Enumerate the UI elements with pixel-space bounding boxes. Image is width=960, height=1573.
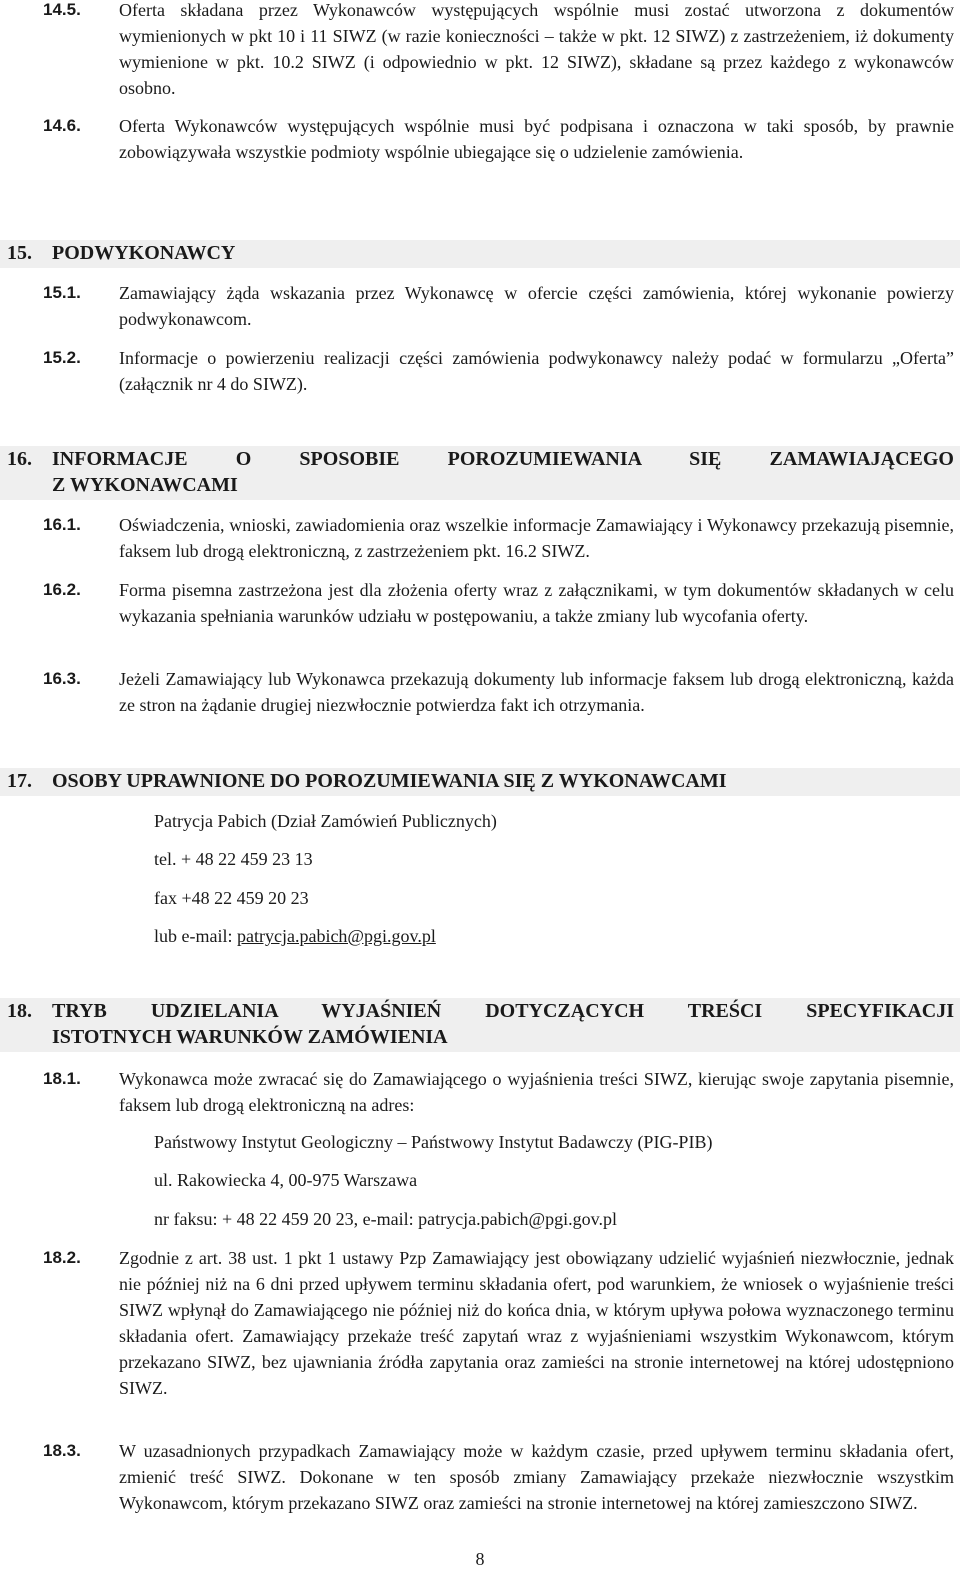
paragraph-number: 16.2. [43, 580, 81, 599]
heading-title-line-2: Z WYKONAWCAMI [52, 474, 238, 496]
paragraph-text: Jeżeli Zamawiający lub Wykonawca przekazują dokumenty lub informacje faksem lub drogą elektroniczną, każda ze stron na żądanie drugiej niezwłocznie potwierdza fakt ich otrzymania. [119, 669, 954, 715]
heading-number: 17. [7, 770, 32, 792]
paragraph-number: 18.3. [43, 1441, 81, 1460]
paragraph-text: Zamawiający żąda wskazania przez Wykonawcę w ofercie części zamówienia, której wykonanie powierzy podwykonawcom. [119, 283, 954, 329]
paragraph-number: 15.1. [43, 283, 81, 302]
paragraph-text: W uzasadnionych przypadkach Zamawiający może w każdym czasie, przed upływem terminu składania ofert, zmienić treść SIWZ. Dokonane w ten sposób zmiany Zamawiający przekaże niezwłocznie wszystkim Wykonawcom, którym przekazano SIWZ oraz zamieści na stronie internetowej na której zamieszczono SIWZ. [119, 1441, 954, 1513]
contact-person-name: Patrycja Pabich (Dział Zamówień Publicznych) [154, 811, 497, 831]
paragraph-text: Oferta Wykonawców występujących wspólnie musi być podpisana i oznaczona w taki sposób, by prawnie zobowiązywała wszystkie podmioty wspólnie ubiegające się o udzielenie zamówienia. [119, 116, 954, 162]
contact-fax: fax +48 22 459 20 23 [154, 888, 309, 908]
contact-email-link[interactable]: patrycja.pabich@pgi.gov.pl [236, 926, 436, 946]
address-fax-email: nr faksu: + 48 22 459 20 23, e-mail: patrycja.pabich@pgi.gov.pl [154, 1209, 617, 1229]
address-street: ul. Rakowiecka 4, 00-975 Warszawa [154, 1170, 418, 1190]
heading-title: PODWYKONAWCY [52, 242, 236, 264]
heading-title-line-2: ISTOTNYCH WARUNKÓW ZAMÓWIENIA [52, 1026, 448, 1048]
paragraph-text: Zgodnie z art. 38 ust. 1 pkt 1 ustawy Pzp Zamawiający jest obowiązany udzielić wyjaśnień niezwłocznie, jednak nie później niż na 6 dni przed upływem terminu składania ofert, pod warunkiem, że wniosek o wyjaśnienie treści SIWZ wpłynął do Zamawiającego nie później niż do końca dnia, w którym upływa połowa wyznaczonego terminu składania ofert. Zamawiający przekaże treść zapytań wraz z wyjaśnieniami wszystkim Wykonawcom, którym przekazano SIWZ, bez ujawniania źródła zapytania oraz zamieści na stronie internetowej na której udostępniono SIWZ. [119, 1248, 954, 1398]
heading-title [52, 446, 954, 498]
heading-title-line-1: TRYB UDZIELANIA WYJAŚNIEŃ DOTYCZĄCYCH TREŚCI SPECYFIKACJI [52, 1000, 954, 1022]
address-institution: Państwowy Instytut Geologiczny – Państwowy Instytut Badawczy (PIG-PIB) [154, 1132, 713, 1152]
paragraph-text: Wykonawca może zwracać się do Zamawiającego o wyjaśnienia treści SIWZ, kierując swoje zapytania pisemnie, faksem lub drogą elektroniczną na adres: [119, 1069, 954, 1115]
contact-email-line [154, 923, 436, 949]
paragraph-number: 16.3. [43, 669, 81, 688]
heading-number: 15. [7, 242, 32, 264]
heading-title: OSOBY UPRAWNIONE DO POROZUMIEWANIA SIĘ Z WYKONAWCAMI [52, 770, 727, 792]
heading-title-line-1: INFORMACJE O SPOSOBIE POROZUMIEWANIA SIĘ ZAMAWIAJĄCEGO [52, 448, 954, 470]
paragraph-number: 16.1. [43, 515, 81, 534]
heading-title [52, 998, 954, 1050]
paragraph-text: Forma pisemna zastrzeżona jest dla złożenia oferty wraz z załącznikami, w tym dokumentów składanych w celu wykazania spełniania warunków udziału w postępowaniu, a także zmiany lub wycofania oferty. [119, 580, 954, 626]
paragraph-number: 18.1. [43, 1069, 81, 1088]
paragraph-text: Oferta składana przez Wykonawców występujących wspólnie musi zostać utworzona z dokumentów wymienionych w pkt 10 i 11 SIWZ (w razie konieczności – także w pkt. 12 SIWZ) z zastrzeżeniem, iż dokumenty wymienione w pkt. 10.2 SIWZ (i odpowiednio w pkt. 12 SIWZ), składane są przez każdego z wykonawców osobno. [119, 0, 954, 98]
page-number: 8 [475, 1549, 485, 1569]
paragraph-text: Oświadczenia, wnioski, zawiadomienia oraz wszelkie informacje Zamawiający i Wykonawcy przekazują pisemnie, faksem lub drogą elektroniczną, z zastrzeżeniem pkt. 16.2 SIWZ. [119, 515, 954, 561]
paragraph-text: Informacje o powierzeniu realizacji części zamówienia podwykonawcy należy podać w formularzu „Oferta” (załącznik nr 4 do SIWZ). [119, 348, 954, 394]
paragraph-number: 14.6. [43, 116, 81, 135]
heading-number: 18. [7, 1000, 32, 1022]
contact-email-prefix: lub e-mail: [154, 926, 237, 946]
heading-number: 16. [7, 448, 32, 470]
paragraph-number: 18.2. [43, 1248, 81, 1267]
paragraph-number: 15.2. [43, 348, 81, 367]
paragraph-number: 14.5. [43, 0, 81, 19]
contact-phone: tel. + 48 22 459 23 13 [154, 849, 313, 869]
